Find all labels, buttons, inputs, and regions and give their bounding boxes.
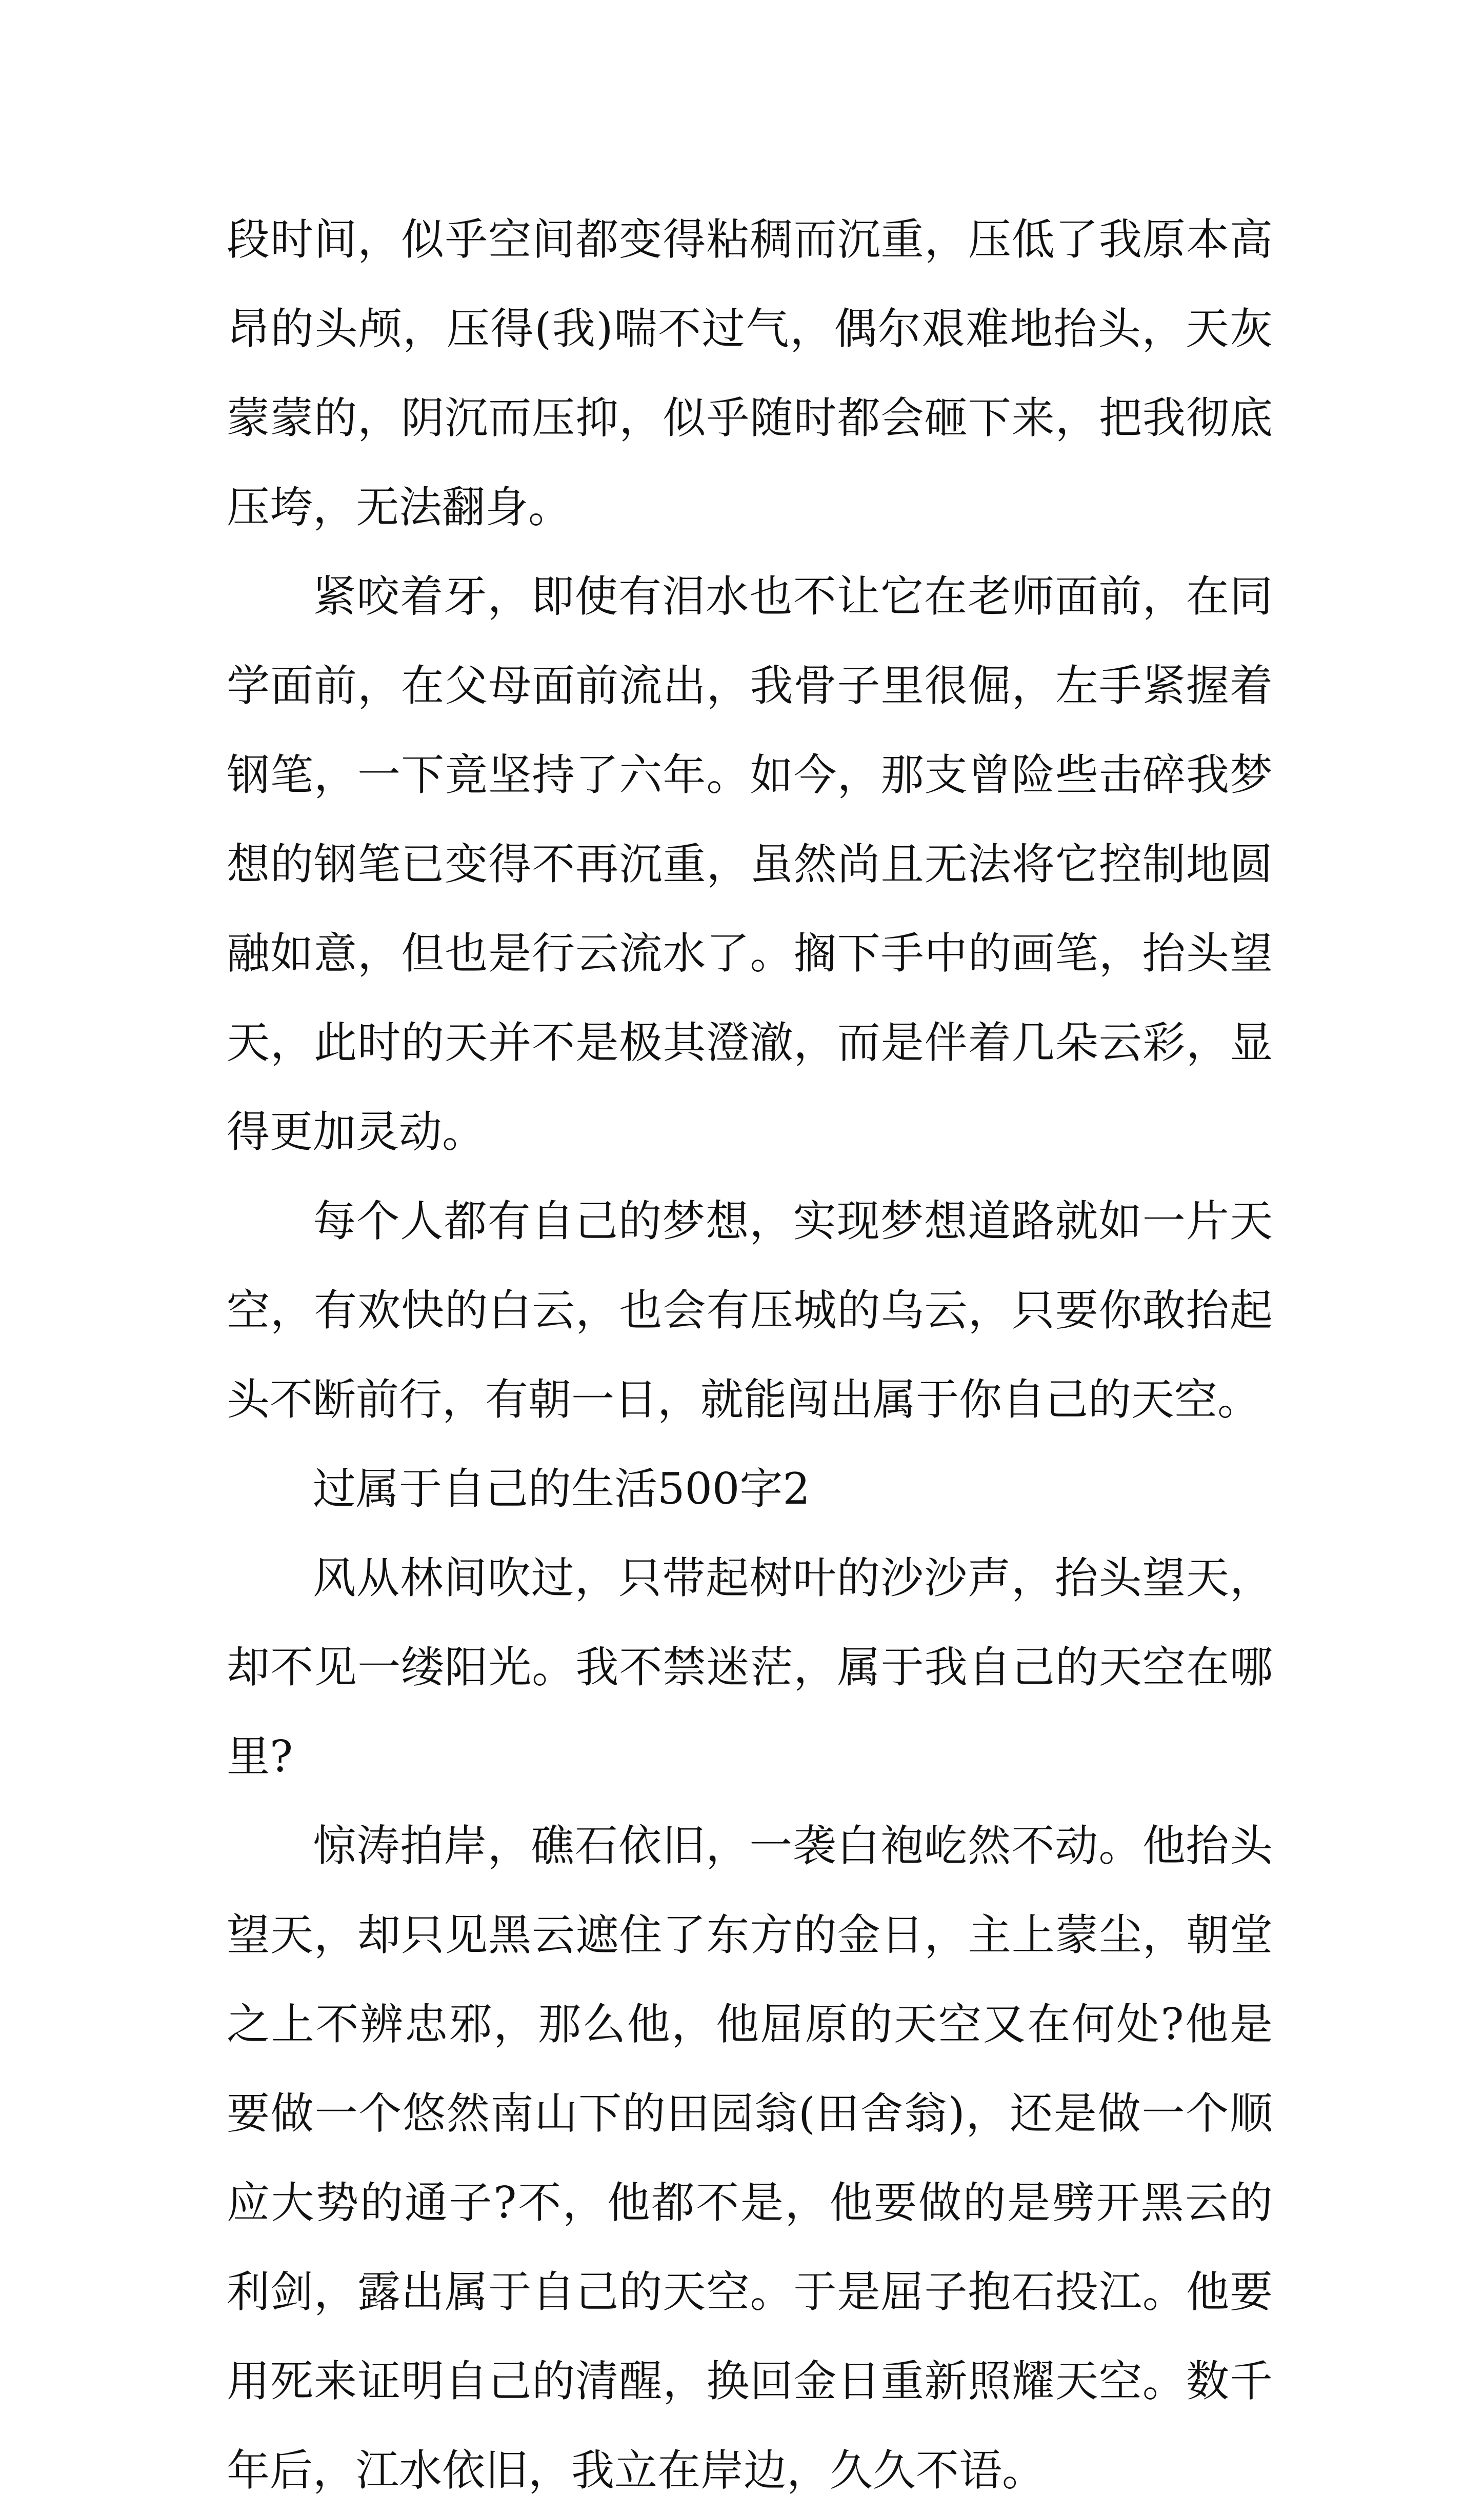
- paragraph-4: 风从林间吹过，只带起树叶的沙沙声，抬头望天，却不见一缕阳光。我不禁迷茫，属于我自己的天空在哪里?: [227, 1553, 1273, 1782]
- document-page: [227, 195, 1273, 2515]
- paragraph-3: 每个人都有自己的梦想，实现梦想道路就如一片天空，有欢快的白云，也会有压城的乌云，只要你敢抬起头不断前行，有朝一日，就能闯出属于你自己的天空。: [227, 1196, 1273, 1425]
- section-heading: 过属于自己的生活500字2: [313, 1464, 810, 1514]
- paragraph-2: 紧咬着牙，即使有泪水也不让它在老师面前，在同学面前，在父母面前流出，我骨子里很倔，左手紧握着钢笔，一下竟坚持了六年。如今，那支曾险些击碎我梦想的钢笔已变得不再沉重，虽然尚且无法将它控制地圆融如意，但也是行云流水了。搁下手中的画笔，抬头望天，此时的天并不是极其澄澈，而是伴着几朵云彩，显得更加灵动。: [227, 571, 1273, 1157]
- paragraph-1: 段时间，似乎空间都变得粘稠而沉重，压低了我原本高昂的头颅，压得(我)喘不过气，偶尔艰难地抬头，天灰蒙蒙的，阴沉而压抑，似乎随时都会砸下来，把我彻底压垮，无法翻身。: [227, 214, 1273, 532]
- paragraph-5: 惊涛拍岸，礁石依旧，一袭白袍屹然不动。他抬头望天，却只见黑云遮住了东方的金日，主上蒙尘，朝堂之上不辨忠邪，那么他，他屈原的天空又在何处?他是要做一个悠然南山下的田园翁(田舍翁)，还是做一个顺应大势的通子?不，他都不是，他要做的是劈开黑云的利剑，露出属于自己的天空。于是屈子抱石投江。他要用死来证明自己的清醒，换回金日重新照耀天空。数千年后，江水依旧，我立在岸边，久久不语。: [227, 1821, 1273, 2496]
